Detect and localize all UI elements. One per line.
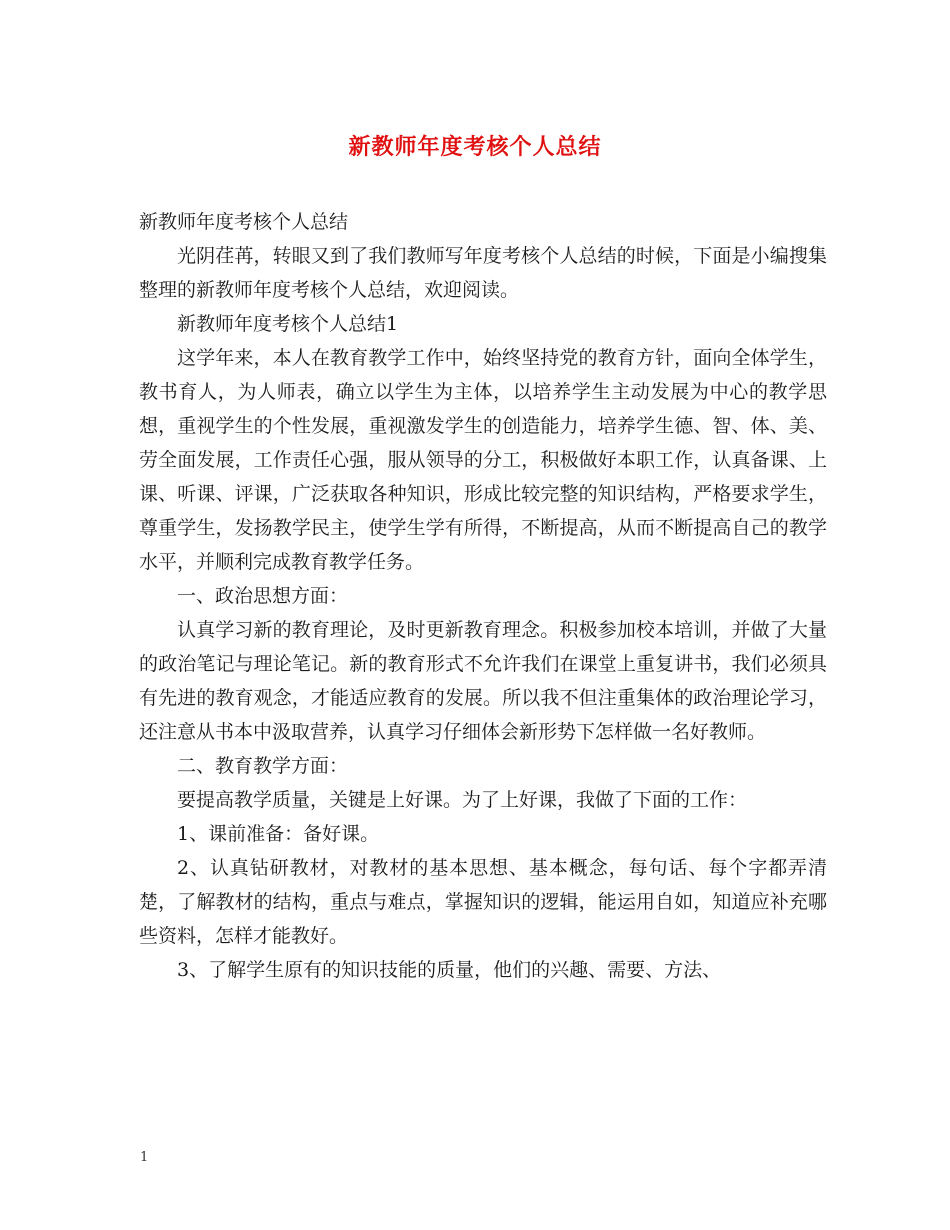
list-item-3: 3、了解学生原有的知识技能的质量，他们的兴趣、需要、方法、 xyxy=(177,959,722,981)
list-item-2: 2、认真钻研教材，对教材的基本思想、基本概念，每句话、每个字都弄清楚，了解教材的结构，重点与难点，掌握知识的逻辑，能运用自如，知道应补充哪些资料，怎样才能教好。 xyxy=(139,857,827,947)
paragraph-heading: 新教师年度考核个人总结 xyxy=(139,211,349,233)
section-heading-teaching: 二、教育教学方面： xyxy=(177,755,349,777)
list-item-1: 1、课前准备：备好课。 xyxy=(177,823,380,845)
paragraph-subtitle: 新教师年度考核个人总结1 xyxy=(177,313,399,335)
section-heading-politics: 一、政治思想方面： xyxy=(177,585,349,607)
paragraph-overview: 这学年来，本人在教育教学工作中，始终坚持党的教育方针，面向全体学生，教书育人，为人师表，确立以学生为主体，以培养学生主动发展为中心的教学思想，重视学生的个性发展，重视激发学生的创造能力，培养学生德、智、体、美、劳全面发展，工作责任心强，服从领导的分工，积极做好本职工作，认真备课、上课、听课、评课，广泛获取各种知识，形成比较完整的知识结构，严格要求学生，尊重学生，发扬教学民主，使学生学有所得，不断提高，从而不断提高自己的教学水平，并顺利完成教育教学任务。 xyxy=(139,347,827,573)
paragraph-teaching-intro: 要提高教学质量，关键是上好课。为了上好课，我做了下面的工作： xyxy=(177,789,748,811)
document-body xyxy=(139,205,827,987)
page-number: 1 xyxy=(140,1150,149,1165)
document-title: 新教师年度考核个人总结 xyxy=(348,134,602,160)
paragraph-intro: 光阴荏苒，转眼又到了我们教师写年度考核个人总结的时候，下面是小编搜集整理的新教师年度考核个人总结，欢迎阅读。 xyxy=(139,245,827,301)
paragraph-politics: 认真学习新的教育理论，及时更新教育理念。积极参加校本培训，并做了大量的政治笔记与理论笔记。新的教育形式不允许我们在课堂上重复讲书，我们必须具有先进的教育观念，才能适应教育的发展。所以我不但注重集体的政治理论学习，还注意从书本中汲取营养，认真学习仔细体会新形势下怎样做一名好教师。 xyxy=(139,619,827,743)
